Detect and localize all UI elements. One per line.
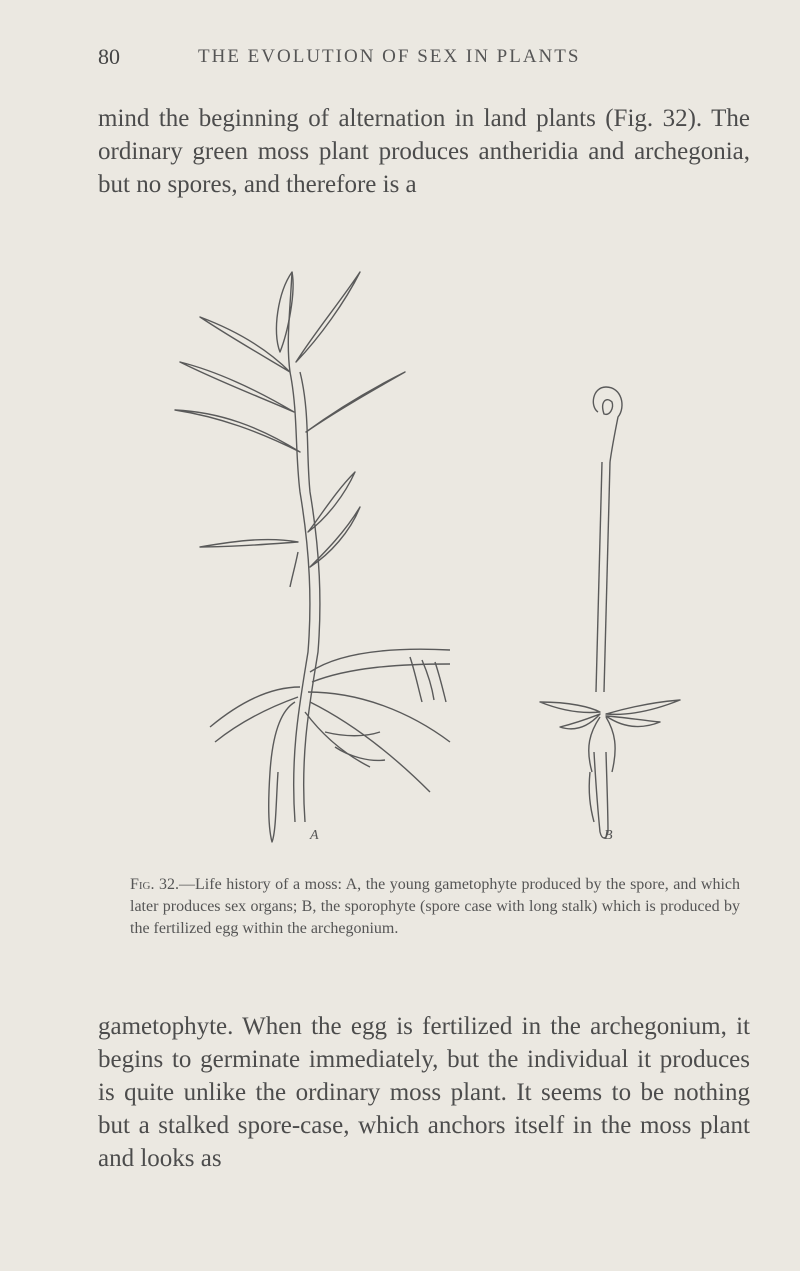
caption-text: —Life history of a moss: A, the young gametophyte produced by the spore, and which later produces sex organs; B, the sporophyte (spore case with long stalk) which is produced by the fertilized egg within the archegonium. <box>130 876 740 937</box>
moss-life-history-figure <box>160 232 720 862</box>
figure-caption <box>130 874 740 940</box>
figure-label-b: B <box>604 828 613 843</box>
sporophyte-drawing <box>540 387 680 838</box>
figure-label-a: A <box>310 828 319 843</box>
paragraph-top: mind the beginning of alternation in land plants (Fig. 32). The ordinary green moss plant produces antheridia and archegonia, but no spores, and therefore is a <box>98 105 750 198</box>
caption-figure-number: Fig. 32. <box>130 876 180 893</box>
page-number: 80 <box>98 44 120 69</box>
page-header <box>98 44 738 74</box>
gametophyte-drawing <box>175 272 450 842</box>
running-head: THE EVOLUTION OF SEX IN PLANTS <box>198 46 581 67</box>
paragraph-bottom: gametophyte. When the egg is fertilized in the archegonium, it begins to germinate immediately, but the individual it produces is quite unlike the ordinary moss plant. It seems to be nothing but a stalked spore-case, which anchors itself in the moss plant and looks as <box>98 1013 750 1172</box>
